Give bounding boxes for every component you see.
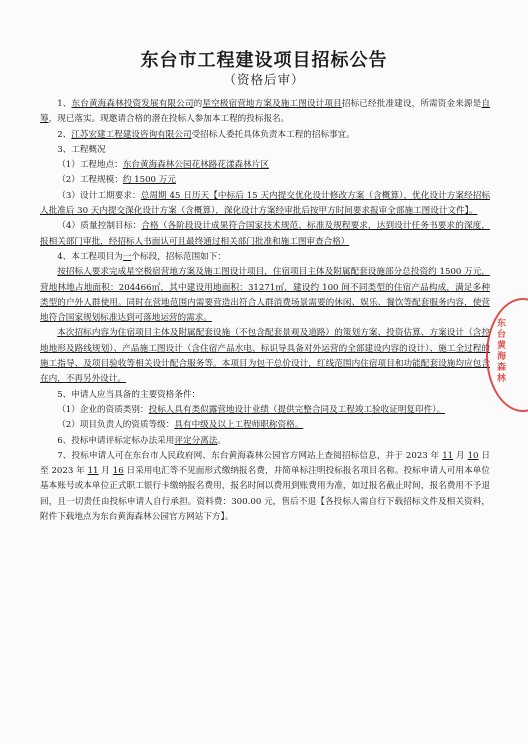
quality-target: （4）质量控制目标：合格（各阶段设计成果符合国家技术规范、标准及规程要求，达到设计任务书要求的深度，报相关部门审批，经招标人书面认可且最终通过相关部门批准和施工图审查合格） (40, 221, 490, 247)
design-period: （3）设计工期要求：总周期 45 日历天【中标后 15 天内提交优化设计修改方案（含概算），优化设计方案经招标人批准后 30 天内提交深化设计方案（含概算），深化设计方案经审批后按甲方时间要求报审全部施工图设计文件】。 (40, 190, 491, 217)
qualification-1: （1）企业的资质类别：投标人具有类似露营地设计业绩（提供完整合同及工程竣工验收证明复印件）。 (57, 404, 446, 415)
section-5-heading: 5、申请人应当具备的主要资格条件： (57, 389, 201, 400)
qualification-2: （2）项目负责人的资质等级：具有中级及以上工程师职称资格。 (57, 420, 304, 431)
owner-name: 东台黄海森林投资发展有限公司 (71, 99, 194, 109)
scope-paragraph-1: 按招标人要求完成星空极宿营地方案及施工图设计项目，住宿项目主体及附属配套设施部分总投资约 1500 万元，营地林地占地面积：204466㎡，其中建设用地面积：31271㎡，建设约 100 间不同类型的住宿产品构成，满足多种类型的户外人群使用。同时在营地范围内需要营造出符合人群消费场景需要的休闲、娱乐、餐饮等配套服务内容，使营地符合国家规划标准达到可落地运营的需求。 (40, 267, 490, 324)
section-4-heading: 4、本工程项目为一个标段，招标范围如下： (57, 251, 226, 262)
project-name: 星空极宿营地方案及施工图设计项目 (202, 99, 342, 109)
seal-text: 东台黄海森林 (495, 318, 505, 384)
project-location: （1）工程地点：东台黄海森林公园花林路花漾森林片区 (57, 160, 269, 171)
fund-source: 自筹 (40, 99, 490, 125)
page-title: 东台市工程建设项目招标公告 (140, 50, 388, 71)
agent-name: 江苏宏建工程建设咨询有限公司 (71, 129, 192, 140)
scope-paragraph-2: 本次招标内容为住宿项目主体及附属配套设施（不包含配套景观及道路）的策划方案、投资估算、方案设计（含控地地形及路线规划）、产品施工图设计（含住宿产品水电、标识导具备对外运营的全部建设内容的设计）、施工全过程的施工指导、及项目验收等相关设计配合服务等。本项目为包干总价设计，红线范围内住宿项目和功能配套设施均应包含在内，不再另外设计。 (40, 328, 490, 385)
page-subtitle: （资格后审） (223, 72, 305, 87)
section-3-heading: 3、工程概况 (57, 144, 106, 155)
announcement-body (40, 97, 490, 525)
section-6: 6、投标申请评标定标办法采用评定分离法。 (57, 435, 226, 446)
project-scale: （2）工程规模：约 1500 万元 (57, 175, 176, 186)
section-7: 7、投标申请人可在东台市人民政府网、东台黄海森林公园官方网站上查阅招标信息，并于 2023 年 11 月 10 日至 2023 年 11 月 16 日采用电汇等不见面形式缴纳报名费，并简单标注明投标报名项目名称。投标申请人可用本单位基本账号或本单位正式职工银行卡缴纳报名费用，报名时间以费用到账费用为准，如过报名截止时间，报名费用不予退回，且一切责任由投标申请人自行承担。资料费：300.00 元，售后不退【各投标人需自行下载招标文件及相关资料，附件下载地点为东台黄海森林公园官方网站下方】。 (40, 450, 490, 523)
official-seal-stamp (486, 298, 528, 412)
paragraph-2: 2、江苏宏建工程建设咨询有限公司受招标人委托具体负责本工程的招标事宜。 (57, 129, 355, 140)
paragraph-1: 1、东台黄海森林投资发展有限公司的星空极宿营地方案及施工图设计项目招标已经批准建设，所需资金来源是自筹，现已落实。现邀请合格的潜在投标人参加本工程的投标报名。 (40, 99, 490, 125)
